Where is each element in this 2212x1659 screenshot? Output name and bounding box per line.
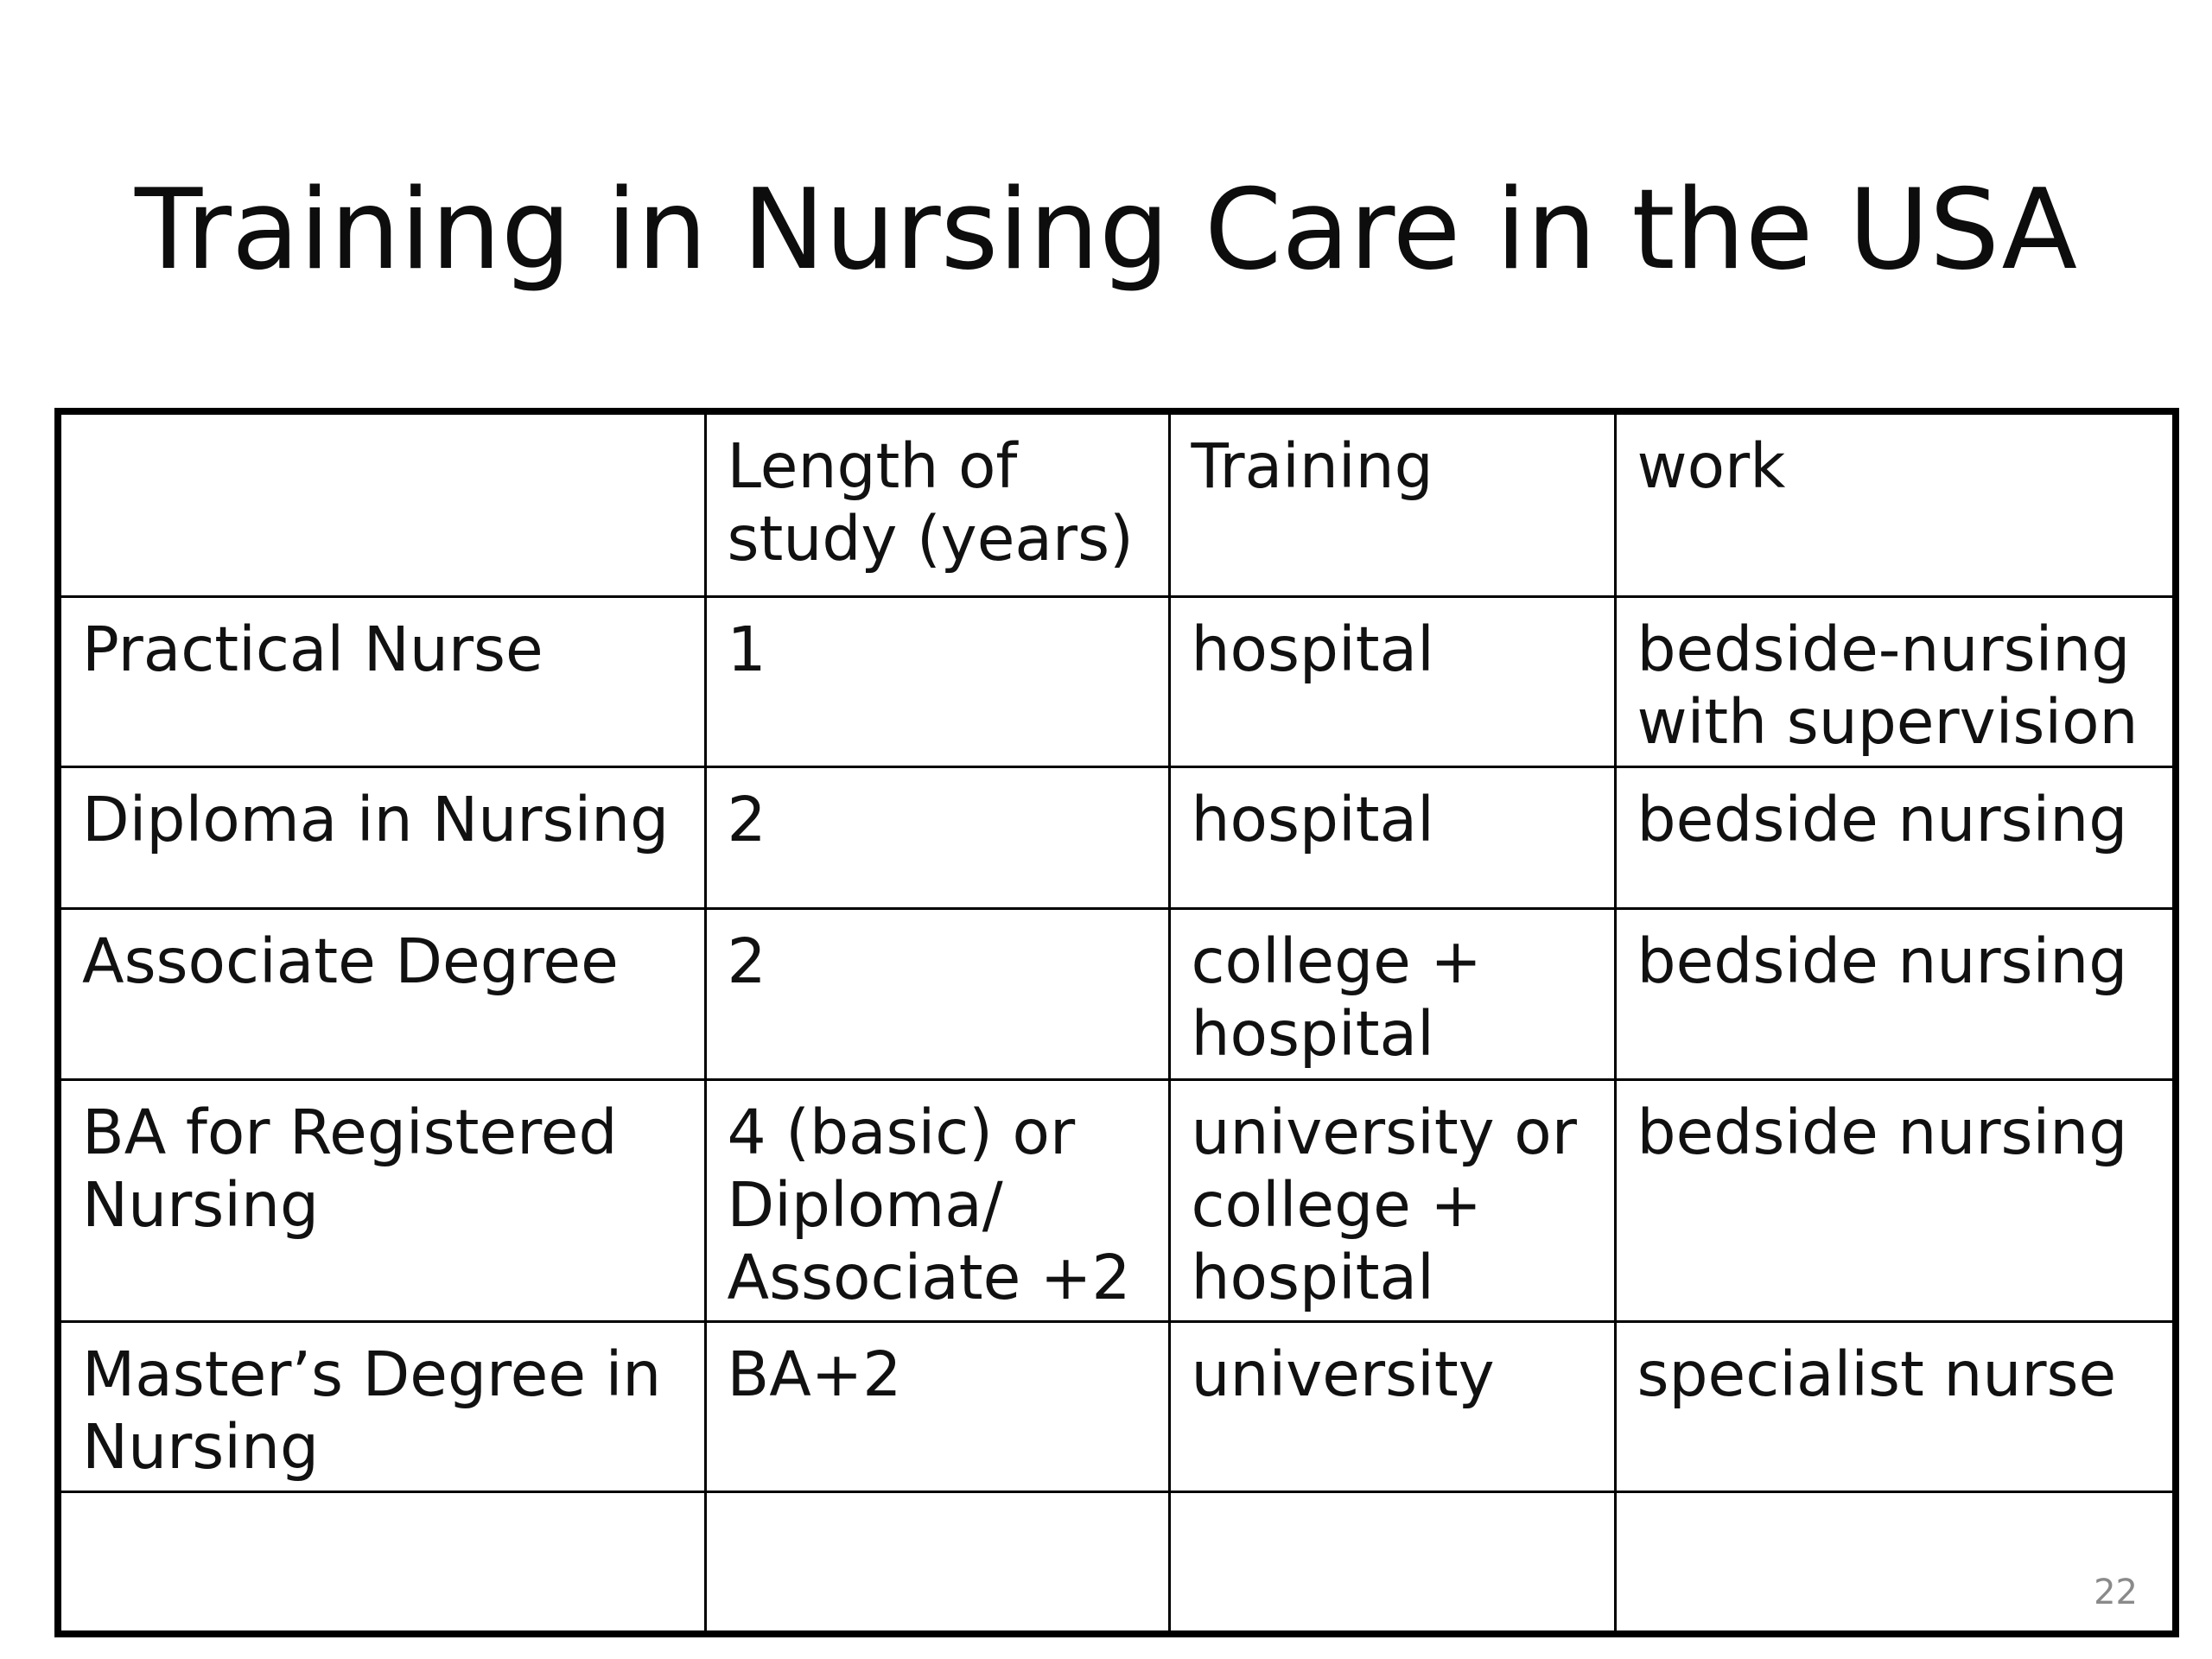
table-cell-empty bbox=[1169, 1491, 1615, 1634]
table-cell-length: BA+2 bbox=[705, 1321, 1169, 1491]
table-cell-training: college + hospital bbox=[1169, 908, 1615, 1079]
header-label: Training bbox=[1191, 430, 1433, 502]
header-cell-empty bbox=[58, 411, 705, 596]
table-cell-training: university bbox=[1169, 1321, 1615, 1491]
table-cell-empty bbox=[1615, 1491, 2176, 1634]
table-cell-empty bbox=[705, 1491, 1169, 1634]
table-row bbox=[58, 1321, 2176, 1491]
header-cell-work bbox=[1615, 411, 2176, 596]
table-row bbox=[58, 766, 2176, 908]
table-cell-training: hospital bbox=[1169, 766, 1615, 908]
page-number: 22 bbox=[2094, 1573, 2138, 1612]
table-cell-qualification: BA for Registered Nursing bbox=[58, 1079, 705, 1321]
table-header-row bbox=[58, 411, 2176, 596]
table-row-empty bbox=[58, 1491, 2176, 1634]
table-row bbox=[58, 908, 2176, 1079]
header-label: Length of study (years) bbox=[727, 430, 1134, 575]
header-cell-training bbox=[1169, 411, 1615, 596]
table-cell-qualification: Diploma in Nursing bbox=[58, 766, 705, 908]
table-row bbox=[58, 596, 2176, 766]
table-cell-work: bedside nursing bbox=[1615, 1079, 2176, 1321]
table-cell-work: bedside-nursing with supervision bbox=[1615, 596, 2176, 766]
header-cell-length-of-study bbox=[705, 411, 1169, 596]
table-cell-qualification: Practical Nurse bbox=[58, 596, 705, 766]
nursing-training-table bbox=[54, 408, 2179, 1637]
slide-title: Training in Nursing Care in the USA bbox=[135, 166, 2077, 295]
table-cell-work: specialist nurse bbox=[1615, 1321, 2176, 1491]
table-cell-qualification: Master’s Degree in Nursing bbox=[58, 1321, 705, 1491]
table-cell-work: bedside nursing bbox=[1615, 908, 2176, 1079]
table-cell-training: hospital bbox=[1169, 596, 1615, 766]
table-cell-qualification: Associate Degree bbox=[58, 908, 705, 1079]
table-cell-length: 4 (basic) or Diploma/ Associate +2 bbox=[705, 1079, 1169, 1321]
table-cell-length: 2 bbox=[705, 908, 1169, 1079]
header-label: work bbox=[1637, 430, 1786, 502]
table-cell-length: 2 bbox=[705, 766, 1169, 908]
table-cell-training: university or college + hospital bbox=[1169, 1079, 1615, 1321]
table-cell-work: bedside nursing bbox=[1615, 766, 2176, 908]
nursing-training-table-container bbox=[54, 408, 2172, 1630]
table-row bbox=[58, 1079, 2176, 1321]
table-cell-empty bbox=[58, 1491, 705, 1634]
table-cell-length: 1 bbox=[705, 596, 1169, 766]
